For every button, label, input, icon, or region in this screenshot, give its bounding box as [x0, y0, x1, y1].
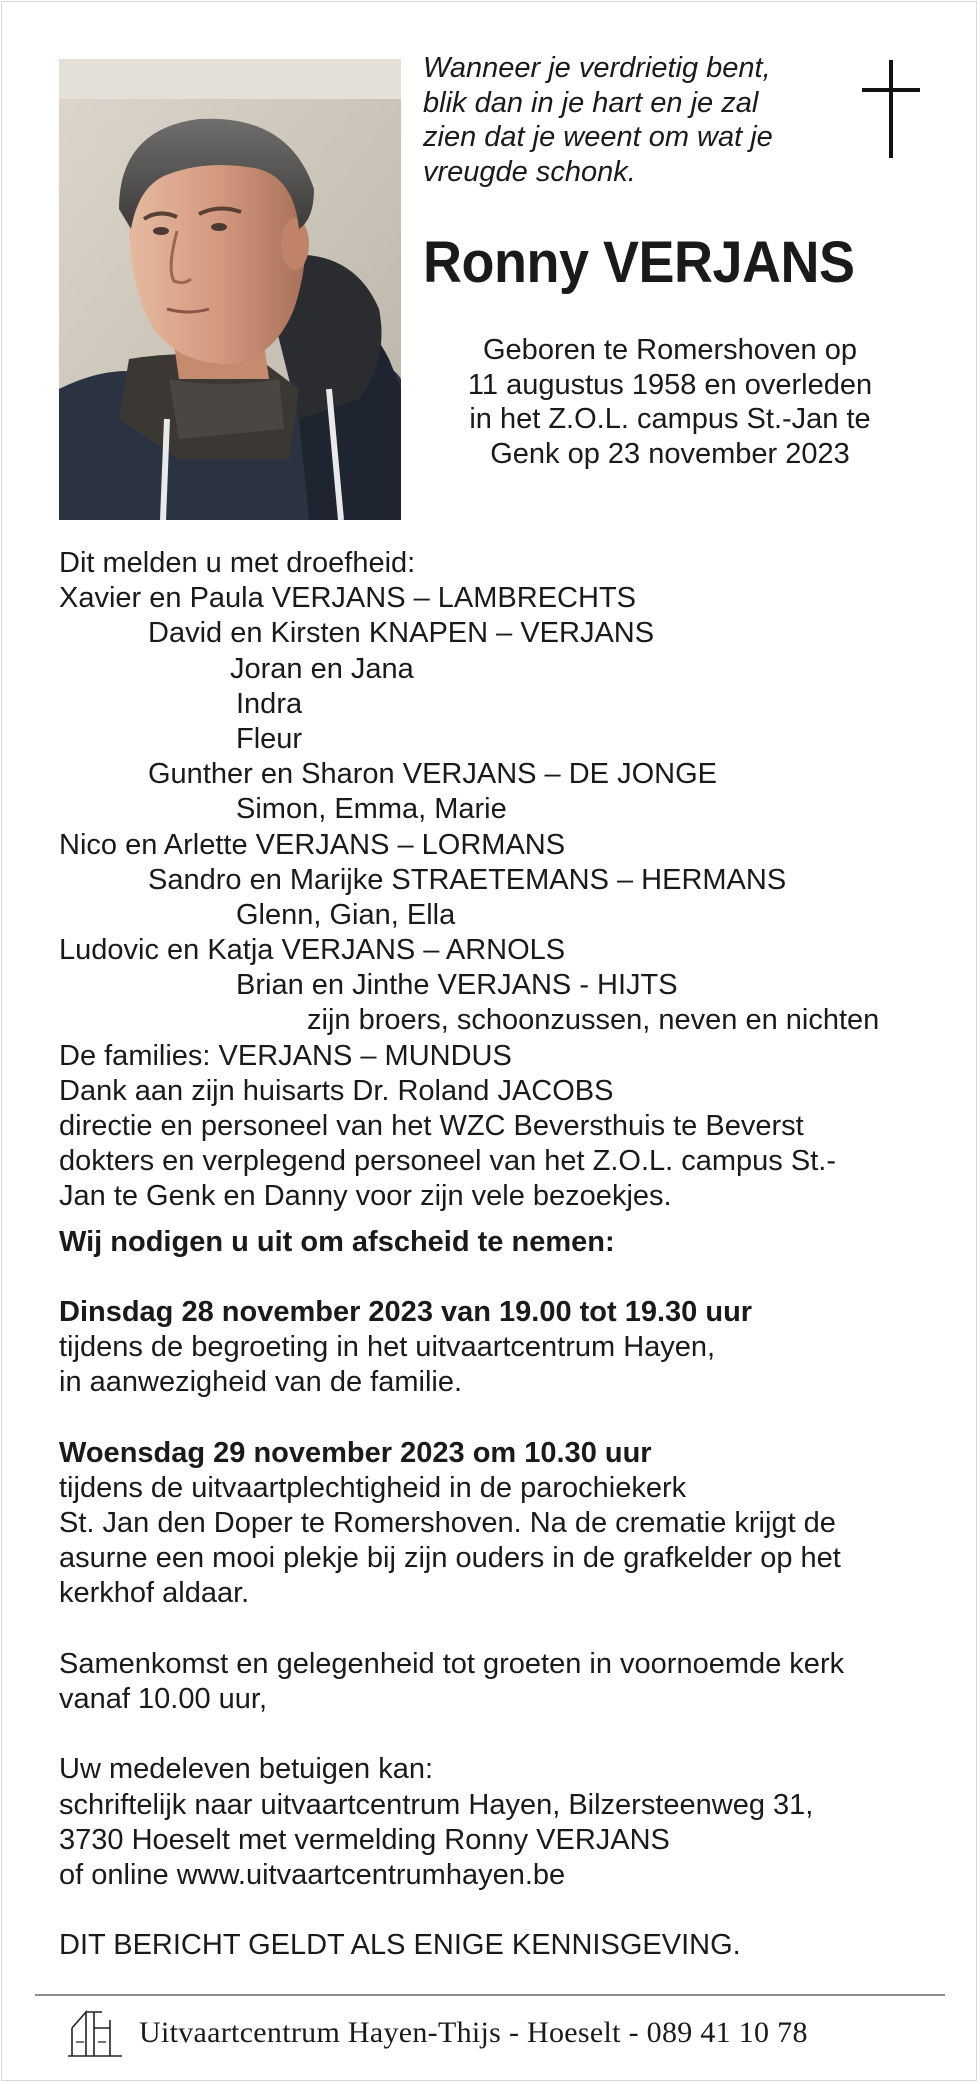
deceased-name: Ronny VERJANS: [423, 230, 855, 295]
ceremony-line: asurne een mooi plekje bij zijn ouders in de grafkelder op het: [59, 1542, 841, 1575]
family-line: Gunther en Sharon VERJANS – DE JONGE: [148, 758, 717, 791]
condolence-website[interactable]: of online www.uitvaartcentrumhayen.be: [59, 1858, 566, 1891]
portrait-photo: [59, 59, 401, 520]
footer-contact: Uitvaartcentrum Hayen-Thijs - Hoeselt - 089 41 10 78: [139, 2016, 808, 2049]
family-line: zijn broers, schoonzussen, neven en nichten: [307, 1004, 880, 1037]
family-line: Fleur: [236, 722, 303, 755]
announcement-intro: Dit melden u met droefheid:: [59, 547, 416, 579]
family-line: Ludovic en Katja VERJANS – ARNOLS: [59, 934, 566, 967]
cross-icon: [862, 60, 920, 158]
ceremony-line: tijdens de uitvaartplechtigheid in de parochiekerk: [59, 1471, 687, 1504]
ceremony-line: kerkhof aldaar.: [59, 1577, 250, 1610]
family-line: De families: VERJANS – MUNDUS: [59, 1039, 512, 1072]
thanks-line: directie en personeel van het WZC Beversthuis te Beverst: [59, 1110, 804, 1142]
sole-notice: DIT BERICHT GELDT ALS ENIGE KENNISGEVING.: [59, 1929, 741, 1962]
family-line: Simon, Emma, Marie: [236, 793, 507, 826]
birth-line: Genk op 23 november 2023: [490, 437, 850, 470]
thanks-line: Dank aan zijn huisarts Dr. Roland JACOBS: [59, 1074, 614, 1107]
birth-line: in het Z.O.L. campus St.-Jan te: [469, 403, 871, 435]
thanks-line: Jan te Genk en Danny voor zijn vele bezoekjes.: [59, 1180, 672, 1213]
condolence-line: schriftelijk naar uitvaartcentrum Hayen, Bilzersteenweg 31,: [59, 1788, 814, 1821]
family-line: Brian en Jinthe VERJANS - HIJTS: [236, 969, 678, 1002]
greeting-line: tijdens de begroeting in het uitvaartcentrum Hayen,: [59, 1331, 716, 1364]
announcement-body: [59, 546, 939, 1964]
poem-line: blik dan in je hart en je zal: [423, 86, 759, 119]
family-line: Joran en Jana: [230, 652, 414, 685]
birth-line: 11 augustus 1958 en overleden: [467, 368, 873, 401]
invitation-heading: Wij nodigen u uit om afscheid te nemen:: [59, 1225, 615, 1258]
poem-line: vreugde schonk.: [423, 155, 636, 188]
family-line: Nico en Arlette VERJANS – LORMANS: [59, 828, 566, 861]
memorial-poem: [423, 51, 843, 189]
family-line: Xavier en Paula VERJANS – LAMBRECHTS: [59, 582, 636, 615]
gathering-line: vanaf 10.00 uur,: [59, 1683, 267, 1715]
ceremony-date: Woensdag 29 november 2023 om 10.30 uur: [59, 1436, 652, 1469]
ceremony-line: St. Jan den Doper te Romershoven. Na de crematie krijgt de: [59, 1507, 836, 1540]
funeral-home-logo-icon: [66, 2006, 124, 2062]
gathering-line: Samenkomst en gelegenheid tot groeten in voornoemde kerk: [59, 1647, 845, 1680]
birth-line: Geboren te Romershoven op: [483, 334, 857, 366]
footer-divider: [35, 1994, 945, 1996]
family-line: Sandro en Marijke STRAETEMANS – HERMANS: [148, 863, 787, 896]
family-line: Glenn, Gian, Ella: [236, 898, 456, 931]
family-line: David en Kirsten KNAPEN – VERJANS: [148, 617, 655, 650]
greeting-line: in aanwezigheid van de familie.: [59, 1366, 463, 1399]
birth-death-details: [435, 333, 905, 471]
poem-line: Wanneer je verdrietig bent,: [423, 52, 771, 84]
condolence-line: 3730 Hoeselt met vermelding Ronny VERJANS: [59, 1823, 670, 1856]
condolence-line: Uw medeleven betuigen kan:: [59, 1753, 434, 1786]
greeting-date: Dinsdag 28 november 2023 van 19.00 tot 19.30 uur: [59, 1295, 753, 1328]
poem-line: zien dat je weent om wat je: [423, 121, 773, 153]
thanks-line: dokters en verplegend personeel van het Z.O.L. campus St.-: [59, 1145, 836, 1178]
family-line: Indra: [236, 687, 303, 720]
